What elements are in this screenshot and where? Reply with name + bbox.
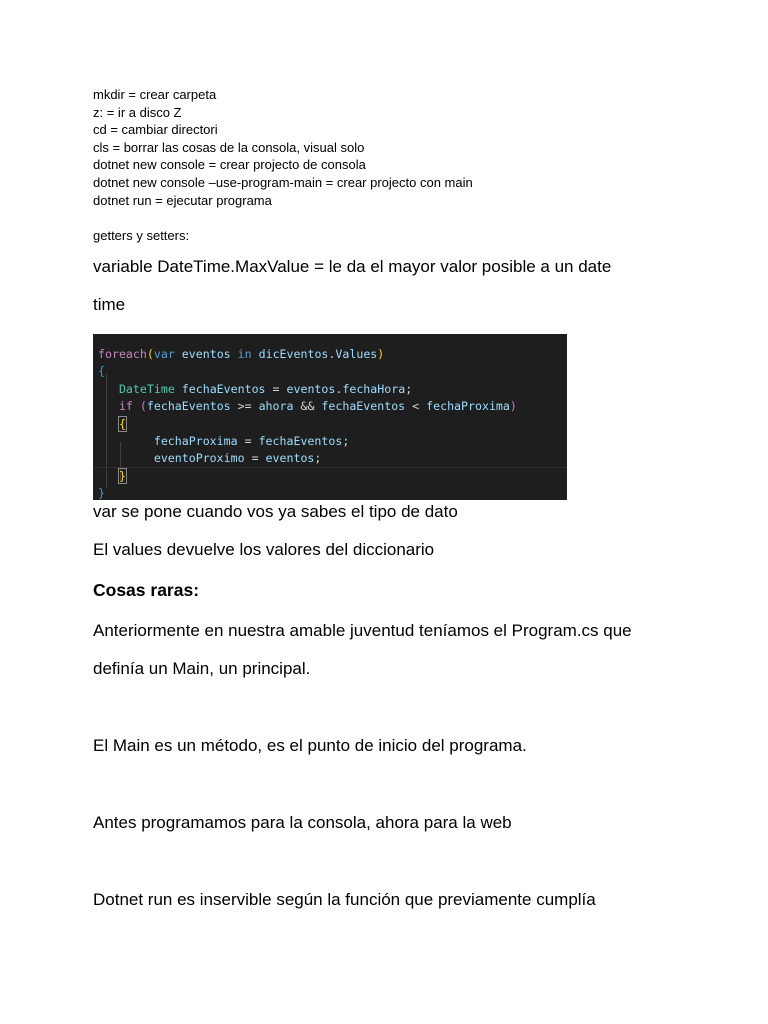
code-token: ( <box>146 347 154 361</box>
code-line-3 <box>98 381 412 398</box>
code-token: fechaEventos <box>321 399 406 414</box>
code-token: foreach <box>98 347 147 361</box>
paragraph-1-line1: Anteriormente en nuestra amable juventud teníamos el Program.cs que <box>93 621 632 640</box>
code-token: DateTime <box>118 381 175 396</box>
code-token: ; <box>314 451 322 466</box>
code-token: fechaHora <box>342 381 406 396</box>
code-token: eventoProximo <box>153 451 245 466</box>
paragraph-1-line2: definía un Main, un principal. <box>93 659 311 678</box>
code-token: fechaProxima <box>153 434 238 448</box>
command-cd: cd = cambiar directori <box>93 122 218 138</box>
section-heading: Cosas raras: <box>93 580 200 600</box>
code-token: . <box>328 347 336 361</box>
code-line-7 <box>98 450 321 467</box>
code-token: } <box>98 486 105 500</box>
command-cls: cls = borrar las cosas de la consola, visual solo <box>93 139 365 155</box>
paragraph-3: Antes programamos para la consola, ahora para la web <box>93 813 512 832</box>
var-note: var se pone cuando vos ya sabes el tipo de dato <box>93 502 458 521</box>
code-token: fechaEventos <box>181 381 266 396</box>
code-token: ; <box>342 434 350 448</box>
code-token: if <box>118 399 133 414</box>
code-line-8 <box>98 468 126 485</box>
code-line-1 <box>98 346 384 363</box>
code-token: fechaProxima <box>426 399 510 414</box>
code-line-9 <box>98 485 105 500</box>
code-token: = <box>244 451 266 466</box>
code-token: ; <box>405 381 413 396</box>
code-token: in <box>237 347 252 361</box>
datetime-note-line2: time <box>93 295 126 314</box>
code-token: eventos <box>265 451 315 466</box>
code-token: { <box>118 416 126 431</box>
code-token: eventos <box>181 347 231 361</box>
code-token: { <box>98 364 105 379</box>
code-token: } <box>118 468 126 483</box>
code-token: ) <box>509 399 517 414</box>
code-line-4 <box>98 398 517 415</box>
values-note: El values devuelve los valores del diccionario <box>93 540 435 559</box>
command-dotnet-run: dotnet run = ejecutar programa <box>93 192 272 208</box>
code-token: Values <box>335 347 378 361</box>
code-token: eventos <box>286 381 336 396</box>
code-line-5 <box>98 416 126 433</box>
datetime-note-line1: variable DateTime.MaxValue = le da el mayor valor posible a un date <box>93 257 612 276</box>
code-token: && <box>293 399 322 414</box>
code-line-2 <box>98 363 105 380</box>
code-token: fechaEventos <box>146 399 231 414</box>
command-mkdir: mkdir = crear carpeta <box>93 87 217 102</box>
code-token: fechaEventos <box>258 434 343 448</box>
code-token: ) <box>377 347 385 361</box>
code-token: >= <box>230 399 259 414</box>
code-token: . <box>335 381 343 396</box>
document-page <box>93 86 693 909</box>
code-token: ahora <box>258 399 294 414</box>
code-token: = <box>265 381 287 396</box>
command-new-console: dotnet new console = crear projecto de consola <box>93 157 366 173</box>
paragraph-4: Dotnet run es inservible según la función que previamente cumplía <box>93 890 596 909</box>
code-screenshot <box>93 334 567 500</box>
command-new-console-main: dotnet new console –use-program-main = crear projecto con main <box>93 174 473 190</box>
code-token: dicEventos <box>258 347 329 361</box>
code-token: < <box>405 399 427 414</box>
code-token: var <box>153 347 175 361</box>
paragraph-2: El Main es un método, es el punto de inicio del programa. <box>93 736 527 755</box>
command-list <box>93 86 693 209</box>
code-token: = <box>237 434 259 448</box>
command-z: z: = ir a disco Z <box>93 104 182 120</box>
code-line-6 <box>98 433 349 450</box>
code-token: ( <box>139 399 147 414</box>
getters-label: getters y setters: <box>93 228 190 243</box>
